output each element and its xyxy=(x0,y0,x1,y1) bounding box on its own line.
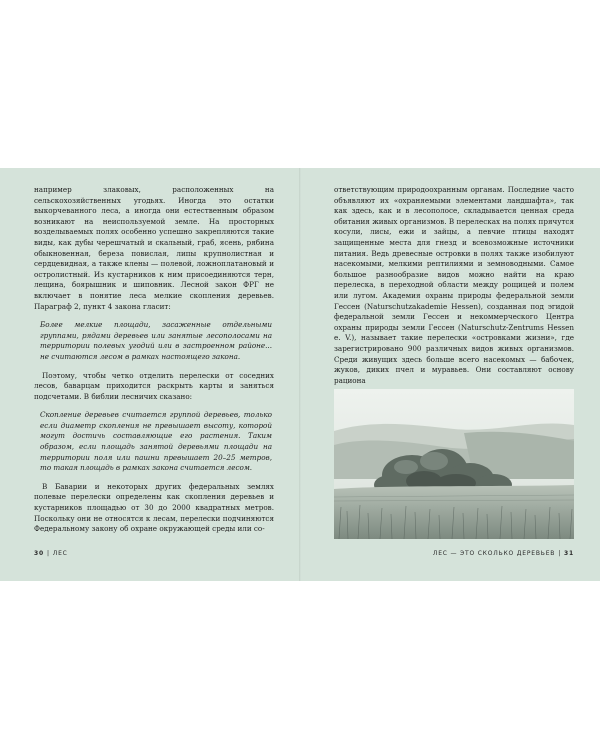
running-title: ЛЕС — ЭТО СКОЛЬКО ДЕРЕВЬЕВ xyxy=(432,550,556,557)
law-quote: Более мелкие площади, засаженные отдельными группами, рядами деревьев или занятые лесополосами на территории полевых угодий или в застроенном районе... не считаются лесом в рамках настоящего закона. xyxy=(40,320,272,361)
page-number: 30 xyxy=(34,550,44,557)
paragraph: ответствующим природоохранным органам. Последние часто объявляют их «охраняемыми элементами ландшафта», так как здесь, как и в лесополосе, складывается ценная среда обитания живых организмов. В перелесках на полях прячутся косули, лисы, ежи и зайцы, а певчие птицы находят защищенные места для гнезд и всевозможные источники питания. Ведь древесные островки в полях также изобилуют насекомыми, мелкими рептилиями и земноводными. Самое большое разнообразие видов можно найти на краю перелеска, в переходной области между рощицей и полем или лугом. Академия охраны природы федеральной земли Гессен (Naturschutzakademie Hessen), созданная под эгидой федеральной земли Гессен и некоммерческого Центра охраны природы земли Гессен (Naturschutz-Zentrums Hessen e. V.), называет такие перелески «островками жизни», где зарегистрировано 900 различных видов живых организмов. Среди живущих здесь больше всего насекомых — бабочек, жуков, диких пчел и муравьев. Они составляют основу рациона xyxy=(334,185,574,385)
left-folio: 30 | ЛЕС xyxy=(34,550,68,557)
right-folio: ЛЕС — ЭТО СКОЛЬКО ДЕРЕВЬЕВ | 31 xyxy=(432,550,574,557)
paragraph: Поэтому, чтобы четко отделить перелески от соседних лесов, баварцам приходится раскрыть карты и заняться подсчетами. В библии лесничих сказано: xyxy=(34,370,274,401)
left-page-text xyxy=(34,185,274,535)
page-number: 31 xyxy=(564,550,574,557)
running-title: ЛЕС xyxy=(52,550,68,557)
paragraph: В Баварии и некоторых других федеральных землях полевые перелески определены как скопления деревьев и кустарников площадью от 30 до 2000 квадратных метров. Поскольку они не относятся к лесам, перелески подчиняются Федеральному закону об охране окружающей среды или со- xyxy=(34,481,274,534)
book-spread xyxy=(0,168,600,581)
forester-quote: Скопление деревьев считается группой деревьев, только если диаметр скопления не превышает высоту, которой могут достичь составляющие его растения. Таким образом, если площадь занятой деревьями площади на территории поля или пашни превышает 20–25 метров, то такая площадь в рамках закона считается лесом. xyxy=(40,410,272,473)
landscape-sketch-icon xyxy=(334,389,574,539)
paragraph: например злаковых, расположенных на сельскохозяйственных угодьях. Иногда это остатки выкорчеванного леса, а иногда они естественным образом возникают на неиспользуемой земле. На просторных возделываемых полях особенно успешно закрепляются такие виды, как дубы черешчатый и скальный, граб, ясень, рябина обыкновенная, береза повислая, липы крупнолистная и сердцевидная, а также клены — полевой, ложноплатановый и остролистный. Из кустарников к ним присоединяются терн, лещина, боярышник и шиповник. Лесной закон ФРГ не включает в понятие леса мелкие скопления деревьев. Параграф 2, пункт 4 закона гласит: xyxy=(34,185,274,311)
right-page-text xyxy=(334,185,574,386)
book-gutter xyxy=(299,168,301,581)
